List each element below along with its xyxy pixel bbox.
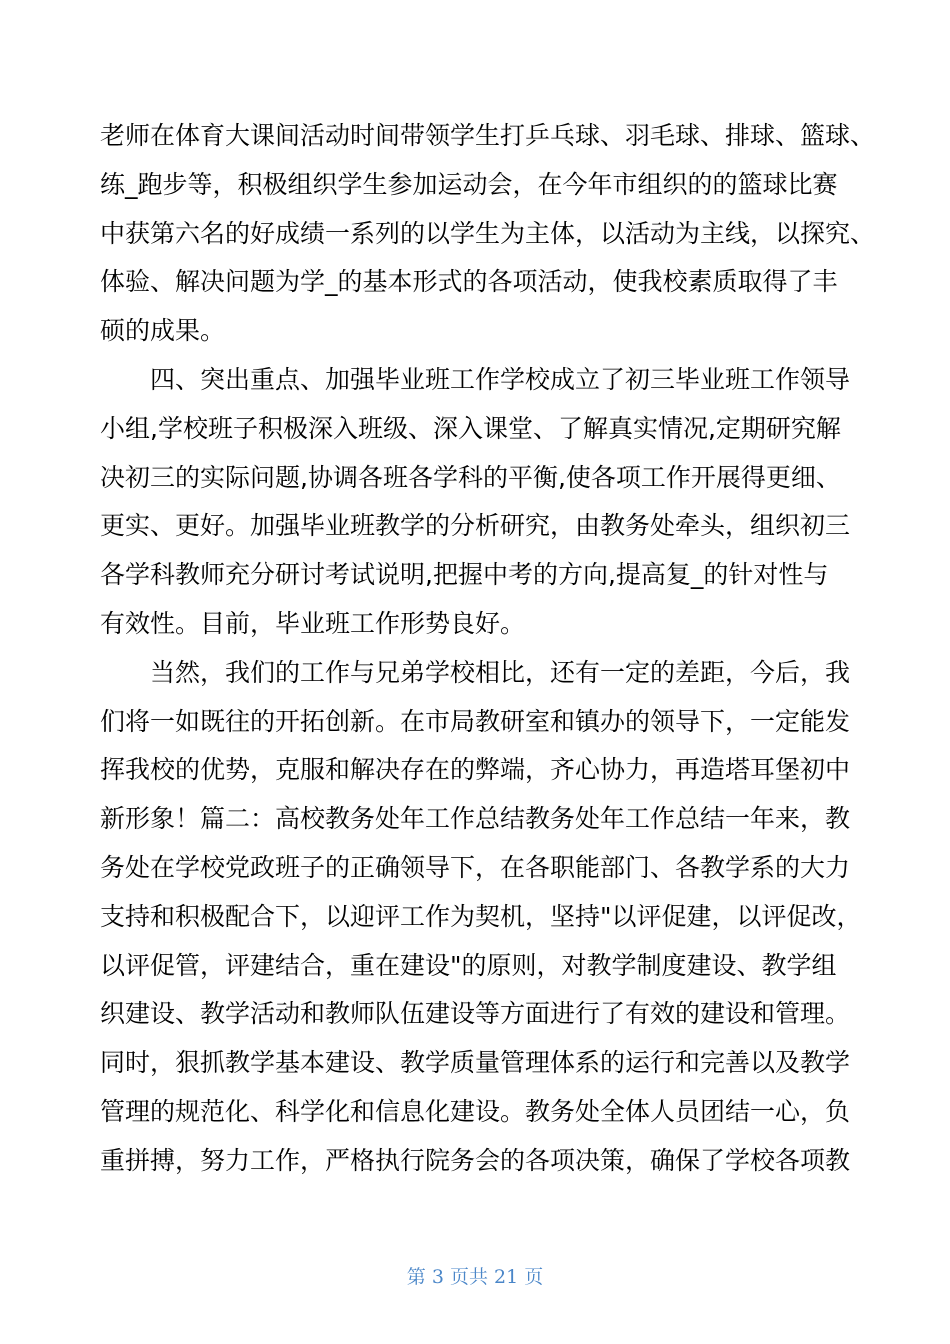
text-line: 体验、解决问题为学_的基本形式的各项活动，使我校素质取得了丰 xyxy=(100,267,838,297)
text-line: 织建设、教学活动和教师队伍建设等方面进行了有效的建设和管理。 xyxy=(100,999,851,1029)
paragraph-start-line: 四、突出重点、加强毕业班工作学校成立了初三毕业班工作领导 xyxy=(150,364,851,394)
paragraph-start-line: 当然，我们的工作与兄弟学校相比，还有一定的差距，今后，我 xyxy=(150,657,851,687)
text-line: 决初三的实际问题,协调各班各学科的平衡,使各项工作开展得更细、 xyxy=(100,462,841,492)
text-line: 硕的成果。 xyxy=(100,316,226,346)
text-line: 同时，狠抓教学基本建设、教学质量管理体系的运行和完善以及教学 xyxy=(100,1048,851,1078)
text-line: 老师在体育大课间活动时间带领学生打乒乓球、羽毛球、排球、篮球、 xyxy=(100,121,876,150)
text-line: 练_跑步等，积极组织学生参加运动会，在今年市组织的的篮球比赛 xyxy=(100,169,838,199)
text-line: 各学科教师充分研讨考试说明,把握中考的方向,提高复_的针对性与 xyxy=(100,560,829,590)
text-line: 重拼搏，努力工作，严格执行院务会的各项决策，确保了学校各项教 xyxy=(100,1145,851,1175)
document-body xyxy=(100,112,876,1186)
text-line: 中获第六名的好成绩一系列的以学生为主体，以活动为主线，以探究、 xyxy=(100,218,876,248)
text-line: 新形象！篇二：高校教务处年工作总结教务处年工作总结一年来，教 xyxy=(100,804,851,834)
page-number-footer: 第 3 页共 21 页 xyxy=(406,1266,544,1288)
text-line: 管理的规范化、科学化和信息化建设。教务处全体人员团结一心，负 xyxy=(100,1096,851,1126)
text-line: 们将一如既往的开拓创新。在市局教研室和镇办的领导下，一定能发 xyxy=(100,706,851,736)
text-line: 更实、更好。加强毕业班教学的分析研究，由教务处牵头，组织初三 xyxy=(100,511,851,541)
text-line: 小组,学校班子积极深入班级、深入课堂、了解真实情况,定期研究解 xyxy=(100,413,841,443)
text-line: 以评促管，评建结合，重在建设"的原则，对教学制度建设、教学组 xyxy=(100,950,837,980)
text-line: 务处在学校党政班子的正确领导下，在各职能部门、各教学系的大力 xyxy=(100,852,851,882)
text-line: 挥我校的优势，克服和解决存在的弊端，齐心协力，再造塔耳堡初中 xyxy=(100,755,851,785)
text-line: 支持和积极配合下，以迎评工作为契机，坚持"以评促建，以评促改， xyxy=(100,901,862,931)
text-line: 有效性。目前，毕业班工作形势良好。 xyxy=(100,608,526,638)
